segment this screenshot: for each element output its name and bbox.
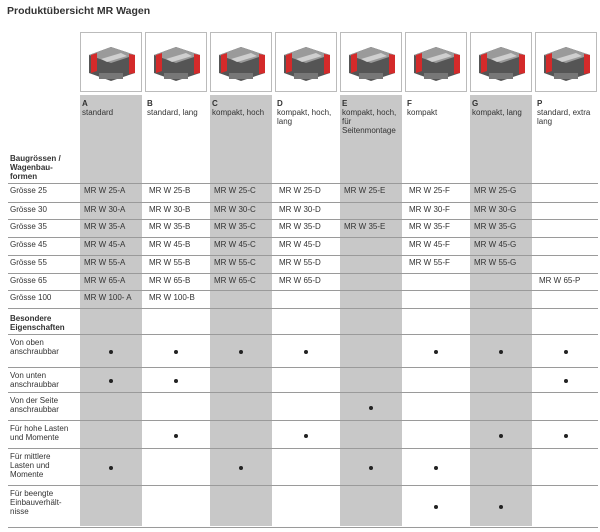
check-dot: [109, 379, 113, 383]
row-divider: [8, 308, 598, 309]
check-dot: [369, 466, 373, 470]
column-letter: A: [82, 99, 88, 108]
size-row-label: Grösse 55: [10, 258, 47, 267]
model-code: MR W 25-G: [474, 186, 517, 195]
model-code: MR W 45-C: [214, 240, 256, 249]
column-letter: P: [537, 99, 543, 108]
check-dot: [174, 434, 178, 438]
carriage-icon: [276, 33, 336, 91]
column-description: kompakt, hoch, lang: [277, 108, 332, 126]
model-code: MR W 45-F: [409, 240, 450, 249]
model-code: MR W 35-E: [344, 222, 386, 231]
model-code: MR W 35-C: [214, 222, 256, 231]
model-code: MR W 55-C: [214, 258, 256, 267]
column-letter: E: [342, 99, 348, 108]
column-description: kompakt, hoch: [212, 108, 265, 117]
size-section-header: Baugrössen / Wagenbau-formen: [10, 154, 61, 181]
size-row-label: Grösse 35: [10, 222, 47, 231]
model-code: MR W 30-B: [149, 205, 191, 214]
size-row-label: Grösse 100: [10, 293, 52, 302]
check-dot: [109, 350, 113, 354]
model-code: MR W 35-B: [149, 222, 191, 231]
model-code: MR W 25-D: [279, 186, 321, 195]
model-code: MR W 35-A: [84, 222, 126, 231]
column-description: kompakt, hoch, für Seitenmontage: [342, 108, 397, 135]
property-row-label: Für mittlere Lasten und Momente: [10, 452, 51, 479]
check-dot: [434, 505, 438, 509]
model-code: MR W 55-G: [474, 258, 517, 267]
check-dot: [499, 350, 503, 354]
model-code: MR W 25-E: [344, 186, 386, 195]
column-description: standard, extra lang: [537, 108, 591, 126]
model-code: MR W 65-C: [214, 276, 256, 285]
model-code: MR W 45-D: [279, 240, 321, 249]
property-row-label: Von der Seite anschraubbar: [10, 396, 59, 414]
row-divider: [8, 219, 598, 220]
row-divider: [8, 392, 598, 393]
column-shade: [470, 95, 532, 526]
column-letter: F: [407, 99, 412, 108]
carriage-icon: [146, 33, 206, 91]
check-dot: [174, 379, 178, 383]
check-dot: [174, 350, 178, 354]
size-row-label: Grösse 65: [10, 276, 47, 285]
product-image: [210, 32, 272, 92]
model-code: MR W 30-G: [474, 205, 517, 214]
property-row-label: Von unten anschraubbar: [10, 371, 59, 389]
model-code: MR W 65-D: [279, 276, 321, 285]
check-dot: [109, 466, 113, 470]
row-divider: [8, 255, 598, 256]
check-dot: [564, 379, 568, 383]
property-row-label: Von oben anschraubbar: [10, 338, 59, 356]
row-divider: [8, 183, 598, 184]
column-letter: C: [212, 99, 218, 108]
model-code: MR W 55-B: [149, 258, 191, 267]
model-code: MR W 55-A: [84, 258, 126, 267]
column-shade: [340, 95, 402, 526]
model-code: MR W 25-C: [214, 186, 256, 195]
model-code: MR W 55-D: [279, 258, 321, 267]
row-divider: [8, 273, 598, 274]
model-code: MR W 65-A: [84, 276, 126, 285]
property-row-label: Für beengte Einbauverhält-nisse: [10, 489, 62, 516]
check-dot: [304, 434, 308, 438]
product-image: [145, 32, 207, 92]
column-header-c: [212, 99, 272, 117]
column-header-g: [472, 99, 532, 117]
property-row-label: Für hohe Lasten und Momente: [10, 424, 69, 442]
row-divider: [8, 290, 598, 291]
model-code: MR W 45-G: [474, 240, 517, 249]
check-dot: [564, 350, 568, 354]
product-image: [405, 32, 467, 92]
row-divider: [8, 334, 598, 335]
check-dot: [499, 505, 503, 509]
column-header-f: [407, 99, 467, 117]
column-description: standard: [82, 108, 114, 117]
carriage-icon: [81, 33, 141, 91]
carriage-icon: [536, 33, 596, 91]
row-divider: [8, 420, 598, 421]
row-divider: [8, 237, 598, 238]
column-header-b: [147, 99, 207, 117]
row-divider: [8, 448, 598, 449]
check-dot: [499, 434, 503, 438]
model-code: MR W 65-B: [149, 276, 191, 285]
product-image: [340, 32, 402, 92]
column-header-a: [82, 99, 142, 117]
product-image: [275, 32, 337, 92]
column-header-p: [537, 99, 597, 126]
check-dot: [564, 434, 568, 438]
check-dot: [369, 406, 373, 410]
size-row-label: Grösse 30: [10, 205, 47, 214]
model-code: MR W 35-F: [409, 222, 450, 231]
column-shade: [80, 95, 142, 526]
column-description: standard, lang: [147, 108, 198, 117]
model-code: MR W 100-B: [149, 293, 195, 302]
model-code: MR W 35-D: [279, 222, 321, 231]
product-image: [535, 32, 597, 92]
column-letter: D: [277, 99, 283, 108]
size-row-label: Grösse 45: [10, 240, 47, 249]
carriage-icon: [406, 33, 466, 91]
model-code: MR W 100- A: [84, 293, 132, 302]
check-dot: [434, 466, 438, 470]
product-image: [470, 32, 532, 92]
row-divider: [8, 485, 598, 486]
column-header-e: [342, 99, 402, 135]
model-code: MR W 35-G: [474, 222, 517, 231]
page-title: Produktübersicht MR Wagen: [7, 5, 151, 17]
carriage-icon: [341, 33, 401, 91]
check-dot: [239, 466, 243, 470]
model-code: MR W 25-F: [409, 186, 450, 195]
model-code: MR W 45-B: [149, 240, 191, 249]
column-shade: [210, 95, 272, 526]
column-header-d: [277, 99, 337, 126]
size-row-label: Grösse 25: [10, 186, 47, 195]
model-code: MR W 30-D: [279, 205, 321, 214]
model-code: MR W 65-P: [539, 276, 581, 285]
model-code: MR W 25-A: [84, 186, 126, 195]
row-divider: [8, 367, 598, 368]
column-letter: G: [472, 99, 479, 108]
product-image: [80, 32, 142, 92]
check-dot: [239, 350, 243, 354]
model-code: MR W 30-A: [84, 205, 126, 214]
check-dot: [304, 350, 308, 354]
check-dot: [434, 350, 438, 354]
model-code: MR W 45-A: [84, 240, 126, 249]
model-code: MR W 25-B: [149, 186, 191, 195]
model-code: MR W 30-C: [214, 205, 256, 214]
row-divider: [8, 202, 598, 203]
model-code: MR W 55-F: [409, 258, 450, 267]
row-divider: [8, 527, 598, 528]
column-letter: B: [147, 99, 153, 108]
column-description: kompakt: [407, 108, 438, 117]
column-description: kompakt, lang: [472, 108, 522, 117]
properties-section-header: Besondere Eigenschaften: [10, 314, 65, 332]
model-code: MR W 30-F: [409, 205, 450, 214]
carriage-icon: [471, 33, 531, 91]
carriage-icon: [211, 33, 271, 91]
